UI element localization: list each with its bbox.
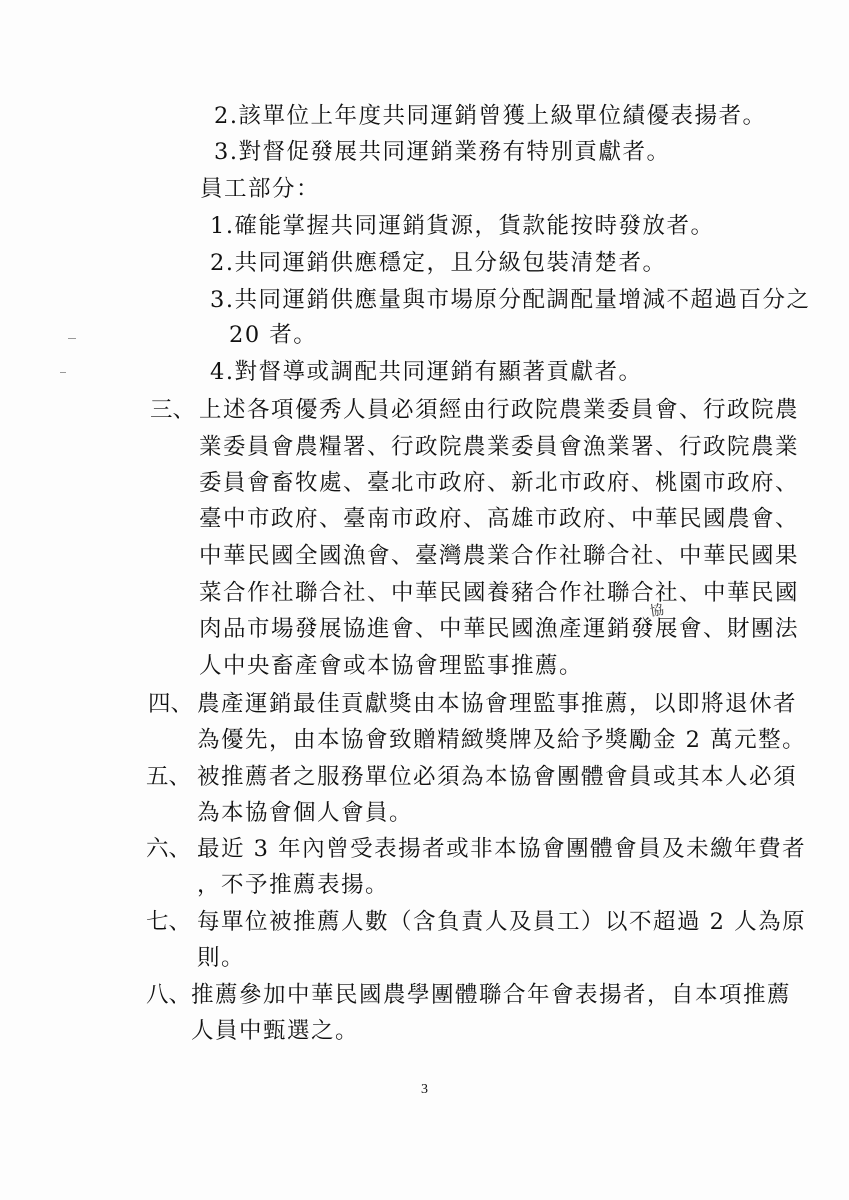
section-4-marker: 四、 <box>148 691 194 717</box>
section-3-line-1: 上述各項優秀人員必須經由行政院農業委員會、行政院農 <box>199 397 800 423</box>
section-7-line-1: 每單位被推薦人數（含負責人及員工）以不超過 2 人為原 <box>197 909 807 935</box>
section-3-line-4: 臺中市政府、臺南市政府、高雄市政府、中華民國農會、 <box>199 506 800 532</box>
section-3-marker: 三、 <box>150 397 196 423</box>
section-5-line-1: 被推薦者之服務單位必須為本協會團體會員或其本人必須 <box>197 764 798 790</box>
section-3-line-3: 委員會畜牧處、臺北市政府、新北市政府、桃園市政府、 <box>199 470 800 496</box>
section-6-marker: 六、 <box>146 836 192 862</box>
staff-item-1: 1.確能掌握共同運銷貨源，貨款能按時發放者。 <box>210 213 715 239</box>
section-5-line-2: 為本協會個人會員。 <box>197 800 414 826</box>
section-5-marker: 五、 <box>146 764 192 790</box>
section-3-line-6: 菜合作社聯合社、中華民國養豬合作社聯合社、中華民國 <box>199 580 800 606</box>
section-3-line-8: 人中央畜產會或本協會理監事推薦。 <box>199 653 584 679</box>
unit-item-2: 2.該單位上年度共同運銷曾獲上級單位績優表揚者。 <box>214 103 767 129</box>
section-3-line-5: 中華民國全國漁會、臺灣農業合作社聯合社、中華民國果 <box>199 543 800 569</box>
staff-item-2: 2.共同運銷供應穩定，且分級包裝清楚者。 <box>210 250 667 276</box>
section-6-line-2: ，不予推薦表揚。 <box>197 872 390 898</box>
staff-heading: 員工部分： <box>200 176 321 202</box>
section-8-line-2: 人員中甄選之。 <box>191 1018 360 1044</box>
handwritten-insert-annotation: 協 <box>648 602 666 620</box>
section-4-line-2: 為優先，由本協會致贈精緻獎牌及給予獎勵金 2 萬元整。 <box>197 727 807 753</box>
staff-item-3: 3.共同運銷供應量與市場原分配調配量增減不超過百分之 <box>210 287 811 313</box>
scan-speck <box>68 338 76 339</box>
staff-item-4: 4.對督導或調配共同運銷有顯著貢獻者。 <box>210 359 643 385</box>
section-7-marker: 七、 <box>146 909 192 935</box>
section-3-line-2: 業委員會農糧署、行政院農業委員會漁業署、行政院農業 <box>199 434 800 460</box>
section-6-line-1: 最近 3 年內曾受表揚者或非本協會團體會員及未繳年費者 <box>197 836 807 862</box>
section-4-line-1: 農產運銷最佳貢獻獎由本協會理監事推薦，以即將退休者 <box>197 691 798 717</box>
section-8-marker: 八、 <box>146 982 192 1008</box>
section-7-line-2: 則。 <box>197 945 246 971</box>
staff-item-3-cont: 20 者。 <box>229 322 318 348</box>
section-8-line-1: 推薦參加中華民國農學團體聯合年會表揚者，自本項推薦 <box>191 982 792 1008</box>
page-number: 3 <box>421 1082 428 1097</box>
scan-speck <box>60 372 66 373</box>
section-3-line-7: 肉品市場發展協進會、中華民國漁產運銷發展會、財團法 <box>199 616 800 642</box>
unit-item-3: 3.對督促發展共同運銷業務有特別貢獻者。 <box>214 139 671 165</box>
